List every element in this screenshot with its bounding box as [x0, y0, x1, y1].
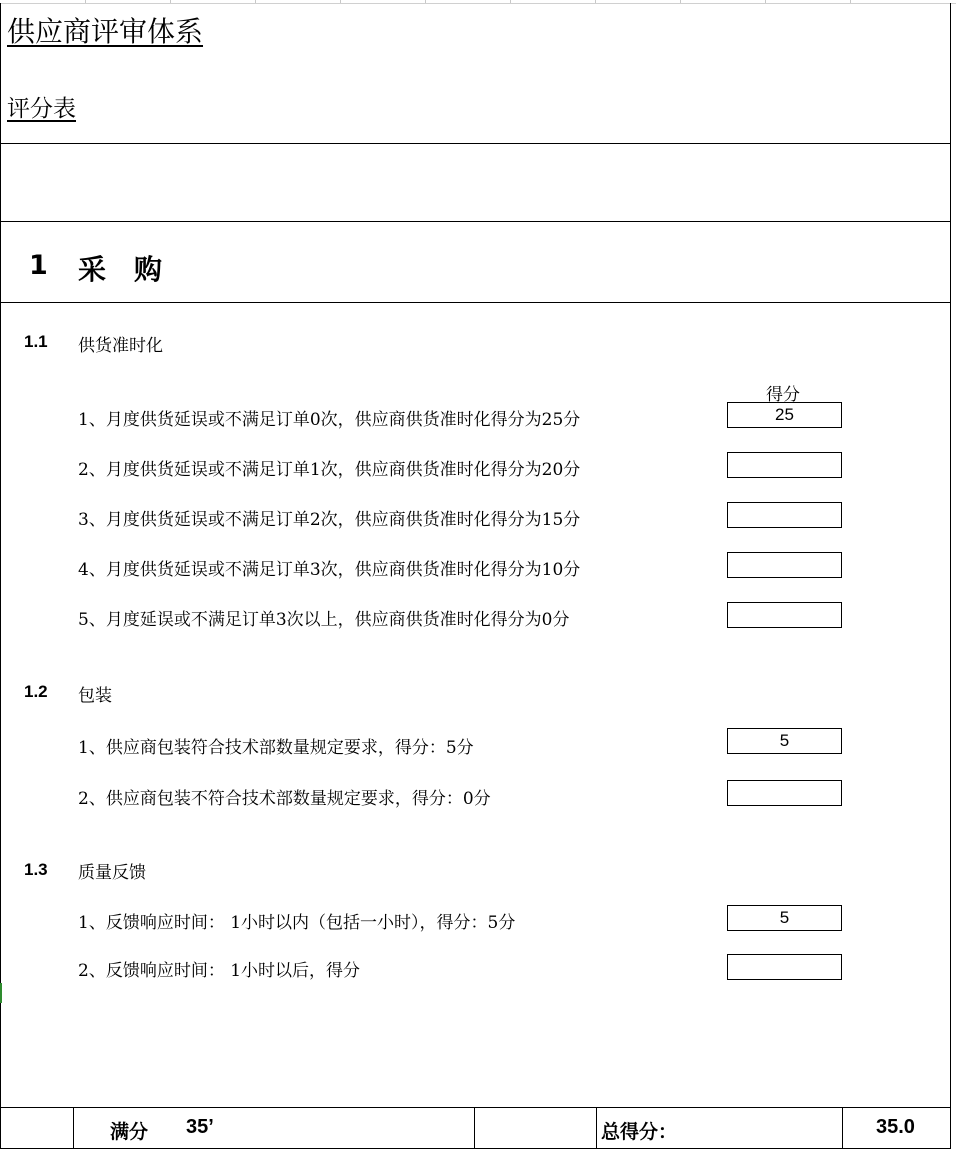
score-cell[interactable] — [727, 780, 842, 806]
score-cell[interactable] — [727, 552, 842, 578]
score-cell[interactable] — [727, 502, 842, 528]
subsection-name: 包装 — [78, 686, 112, 706]
score-cell[interactable]: 25 — [727, 402, 842, 428]
score-cell[interactable]: 5 — [727, 728, 842, 754]
subsection-number: 1.2 — [24, 682, 48, 701]
divider — [0, 221, 951, 222]
divider — [0, 143, 951, 144]
total-score-value: 35.0 — [876, 1116, 915, 1138]
subsection-number: 1.3 — [24, 860, 48, 879]
page-title: 供应商评审体系 — [7, 15, 204, 48]
page-subtitle: 评分表 — [7, 96, 76, 122]
score-cell[interactable]: 5 — [727, 905, 842, 931]
criteria-item: 2、月度供货延误或不满足订单1次，供应商供货准时化得分为20分 — [78, 460, 581, 480]
subsection-name: 供货准时化 — [78, 336, 163, 356]
score-cell[interactable] — [727, 452, 842, 478]
subsection-number: 1.1 — [24, 332, 48, 351]
score-column-header: 得分 — [766, 385, 800, 405]
criteria-item: 3、月度供货延误或不满足订单2次，供应商供货准时化得分为15分 — [78, 510, 581, 530]
score-cell[interactable] — [727, 954, 842, 980]
section-name: 采购 — [78, 253, 191, 286]
divider — [0, 302, 951, 303]
full-score-value: 35’ — [186, 1116, 214, 1138]
criteria-item: 1、月度供货延误或不满足订单0次，供应商供货准时化得分为25分 — [78, 410, 581, 430]
criteria-item: 1、反馈响应时间： 1小时以内（包括一小时），得分：5分 — [78, 913, 516, 933]
section-number: 1 — [29, 250, 48, 281]
full-score-label: 满分 — [110, 1121, 149, 1143]
criteria-item: 4、月度供货延误或不满足订单3次，供应商供货准时化得分为10分 — [78, 560, 581, 580]
footer-row — [0, 1107, 951, 1149]
criteria-item: 5、月度延误或不满足订单3次以上，供应商供货准时化得分为0分 — [78, 610, 570, 630]
score-cell[interactable] — [727, 602, 842, 628]
criteria-item: 1、供应商包装符合技术部数量规定要求，得分：5分 — [78, 738, 474, 758]
criteria-item: 2、供应商包装不符合技术部数量规定要求，得分：0分 — [78, 789, 491, 809]
row-marker — [0, 983, 2, 1003]
total-score-label: 总得分： — [601, 1121, 678, 1143]
criteria-item: 2、反馈响应时间： 1小时以后，得分 — [78, 961, 361, 981]
subsection-name: 质量反馈 — [78, 863, 146, 883]
